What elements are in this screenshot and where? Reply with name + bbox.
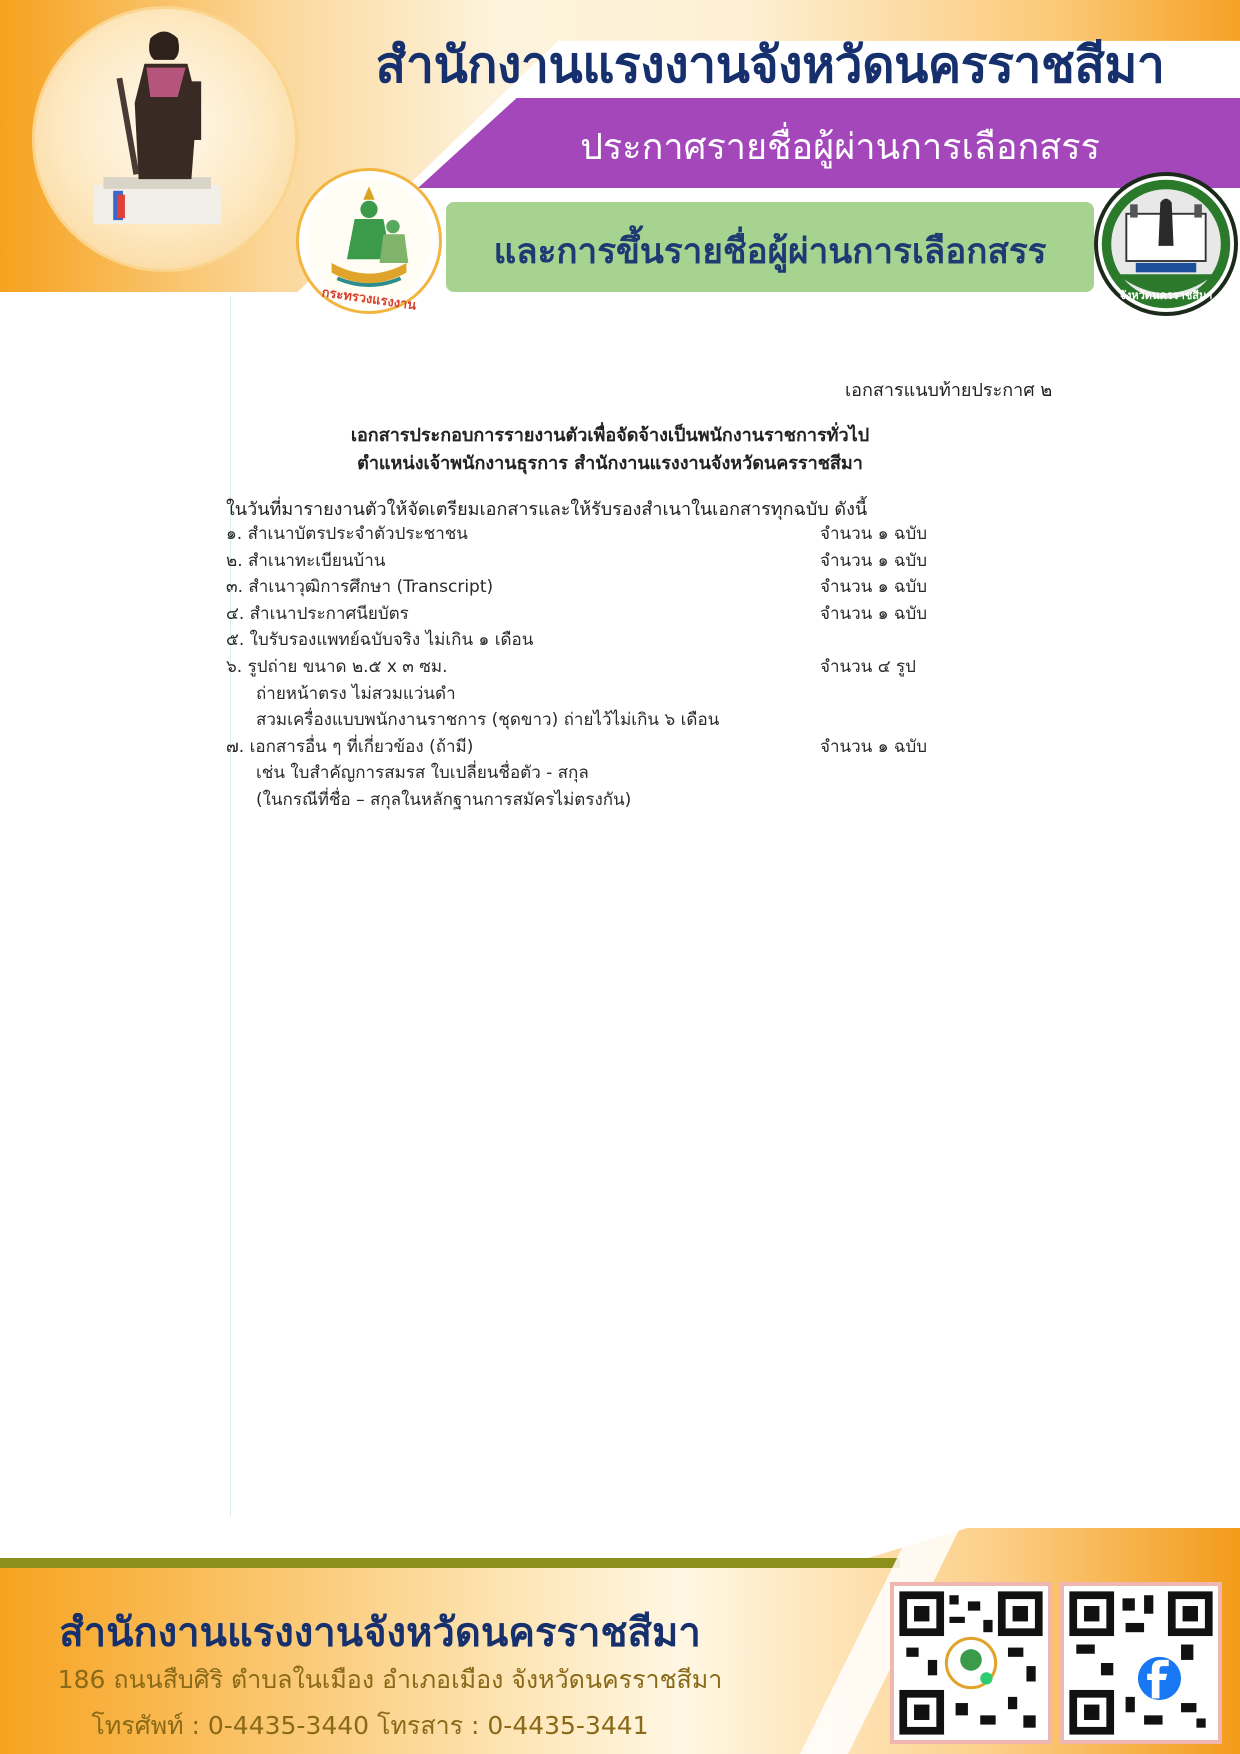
item-quantity: จำนวน ๑ ฉบับ (820, 524, 928, 544)
qr-code-icon[interactable] (890, 1582, 1052, 1744)
facebook-qr-code-icon (1064, 1586, 1218, 1740)
document-intro: ในวันที่มารายงานตัวให้จัดเตรียมเอกสารและให้รับรองสำเนาในเอกสารทุกฉบับ ดังนี้ (226, 499, 868, 520)
list-item-detail (226, 680, 986, 707)
item-label: ๖. รูปถ่าย ขนาด ๒.๕ x ๓ ซม. (226, 656, 448, 677)
item-label: ๓. สำเนาวุฒิการศึกษา (Transcript) (226, 577, 494, 598)
list-item-detail (226, 706, 986, 733)
item-quantity: จำนวน ๔ รูป (820, 656, 916, 677)
item-label: ๒. สำเนาทะเบียนบ้าน (226, 550, 386, 571)
item-label: เช่น ใบสำคัญการสมรส ใบเปลี่ยนชื่อตัว - สกุล (256, 763, 589, 784)
item-quantity: จำนวน ๑ ฉบับ (820, 577, 928, 598)
document-title-line-1: เอกสารประกอบการรายงานตัวเพื่อจัดจ้างเป็นพนักงานราชการทั่วไป (350, 425, 870, 446)
list-item-detail (226, 786, 986, 813)
banner-heading-purple: ประกาศรายชื่อผู้ผ่านการเลือกสรร (580, 127, 1100, 168)
list-item (226, 626, 986, 653)
list-item (226, 520, 986, 547)
document-checklist (226, 520, 986, 813)
item-label: ๗. เอกสารอื่น ๆ ที่เกี่ยวข้อง (ถ้ามี) (226, 736, 474, 757)
footer-phone: โทรศัพท์ : 0-4435-3440 โทรสาร : 0-4435-3441 (91, 1711, 649, 1740)
banner-heading-green: และการขึ้นรายชื่อผู้ผ่านการเลือกสรร (493, 232, 1047, 272)
list-item (226, 653, 986, 680)
item-label: ๑. สำเนาบัตรประจำตัวประชาชน (226, 524, 468, 544)
item-label: ๕. ใบรับรองแพทย์ฉบับจริง ไม่เกิน ๑ เดือน (226, 630, 534, 651)
item-label: ๔. สำเนาประกาศนียบัตร (226, 603, 409, 624)
item-quantity: จำนวน ๑ ฉบับ (820, 736, 928, 757)
emblem-caption: กระทรวงแรงงาน (320, 285, 418, 314)
item-label: (ในกรณีที่ชื่อ – สกุลในหลักฐานการสมัครไม่ตรงกัน) (256, 789, 632, 810)
footer-address: 186 ถนนสืบศิริ ตำบลในเมือง อำเภอเมือง จังหวัดนครราชสีมา (57, 1665, 723, 1694)
item-label: ถ่ายหน้าตรง ไม่สวมแว่นดำ (256, 683, 456, 704)
footer-divider (0, 1558, 900, 1568)
item-label: สวมเครื่องแบบพนักงานราชการ (ชุดขาว) ถ่ายไว้ไม่เกิน ๖ เดือน (256, 710, 720, 731)
list-item (226, 600, 986, 627)
item-quantity: จำนวน ๑ ฉบับ (820, 603, 928, 624)
page-title: สำนักงานแรงงานจังหวัดนครราชสีมา (375, 36, 1165, 94)
qr-code-icon (894, 1586, 1048, 1740)
list-item (226, 733, 986, 760)
statue-icon (35, 9, 295, 269)
footer (0, 1528, 1240, 1754)
list-item (226, 547, 986, 574)
facebook-qr-code-icon[interactable] (1060, 1582, 1222, 1744)
list-item (226, 573, 986, 600)
list-item-detail (226, 759, 986, 786)
footer-title: สำนักงานแรงงานจังหวัดนครราชสีมา (59, 1610, 701, 1656)
document-title-line-2: ตำแหน่งเจ้าพนักงานธุรการ สำนักงานแรงงานจังหวัดนครราชสีมา (357, 453, 863, 474)
document-reference: เอกสารแนบท้ายประกาศ ๒ (845, 380, 1053, 401)
statue-image (32, 6, 298, 272)
seal-caption: จังหวัดนครราชสีมา (1119, 289, 1213, 302)
document-scan-edge (230, 296, 231, 1516)
item-quantity: จำนวน ๑ ฉบับ (820, 550, 928, 571)
